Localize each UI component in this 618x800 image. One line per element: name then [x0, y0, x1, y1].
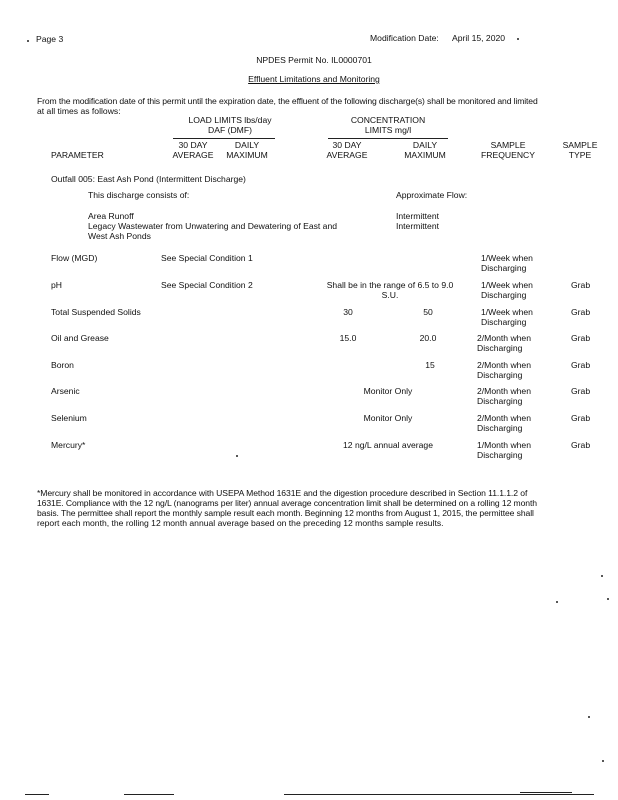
footer-rule: [284, 794, 594, 795]
concentration-note: 12 ng/L annual average: [343, 440, 433, 450]
sample-type: Grab: [571, 307, 591, 317]
sample-frequency: 1/Week when Discharging: [481, 253, 533, 273]
parameter-name: Flow (MGD): [51, 253, 98, 263]
footnote-line: 1631E. Compliance with the 12 ng/L (nanograms per liter) annual average concentration limit shall be determined on a rolling 12 month: [37, 498, 537, 508]
concentration-note: Shall be in the range of 6.5 to 9.0 S.U.: [326, 280, 454, 300]
load-30-day-header: 30 DAY AVERAGE: [172, 140, 214, 160]
sample-frequency: 1/Week when Discharging: [481, 307, 533, 327]
intro-line-2: at all times as follows:: [37, 106, 121, 116]
footer-rule: [520, 792, 572, 793]
sample-frequency: 1/Month when Discharging: [477, 440, 531, 460]
page-number: Page 3: [36, 34, 64, 44]
scan-speck: [517, 38, 519, 40]
sample-type: Grab: [571, 333, 591, 343]
scan-speck: [602, 760, 604, 762]
footnote-line: *Mercury shall be monitored in accordance with USEPA Method 1631E and the digestion procedure described in Section 11.1.1.2 of: [37, 488, 528, 498]
section-title: Effluent Limitations and Monitoring: [248, 74, 380, 84]
parameter-header: PARAMETER: [51, 150, 104, 160]
scan-speck: [556, 601, 558, 603]
sample-type: Grab: [571, 280, 591, 290]
intro-line-1: From the modification date of this permit until the expiration date, the effluent of the following discharge(s) shall be monitored and limited: [37, 96, 538, 106]
concentration-note: Monitor Only: [363, 413, 413, 423]
sample-frequency: 2/Month when Discharging: [477, 413, 531, 433]
sample-type: Grab: [571, 360, 591, 370]
concentration-note: Monitor Only: [363, 386, 413, 396]
modification-date-label: Modification Date:: [370, 33, 439, 43]
concentration-limits-header: CONCENTRATION LIMITS mg/l: [350, 115, 426, 135]
parameter-name: Mercury*: [51, 440, 86, 450]
conc-daily-value: 50: [423, 307, 433, 317]
sample-frequency-header: SAMPLE FREQUENCY: [481, 140, 535, 160]
scan-speck: [601, 575, 603, 577]
modification-date: April 15, 2020: [452, 33, 506, 43]
parameter-name: Boron: [51, 360, 74, 370]
conc-daily-value: 20.0: [419, 333, 437, 343]
load-note: See Special Condition 1: [161, 253, 253, 263]
source-flow: Intermittent: [396, 211, 439, 221]
scan-speck: [27, 40, 29, 42]
sample-frequency: 1/Week when Discharging: [481, 280, 533, 300]
parameter-name: Arsenic: [51, 386, 80, 396]
permit-number: NPDES Permit No. IL0000701: [256, 55, 372, 65]
load-daily-header: DAILY MAXIMUM: [226, 140, 268, 160]
sample-frequency: 2/Month when Discharging: [477, 333, 531, 353]
scan-speck: [236, 455, 238, 457]
scan-speck: [607, 598, 609, 600]
sample-type: Grab: [571, 413, 591, 423]
concentration-limits-rule: [328, 138, 448, 139]
discharge-consists-label: This discharge consists of:: [88, 190, 190, 200]
parameter-name: pH: [51, 280, 62, 290]
footnote-line: basis. The permittee shall report the monthly sample result each month. Beginning 12 months from August 1, 2015, the permittee shall: [37, 508, 534, 518]
sample-frequency: 2/Month when Discharging: [477, 386, 531, 406]
sample-frequency: 2/Month when Discharging: [477, 360, 531, 380]
sample-type: Grab: [571, 440, 591, 450]
sample-type: Grab: [571, 386, 591, 396]
parameter-name: Oil and Grease: [51, 333, 109, 343]
load-limits-header: LOAD LIMITS lbs/day DAF (DMF): [188, 115, 272, 135]
conc-daily-value: 15: [425, 360, 435, 370]
source-name: West Ash Ponds: [88, 231, 151, 241]
parameter-name: Total Suspended Solids: [51, 307, 141, 317]
approximate-flow-label: Approximate Flow:: [396, 190, 468, 200]
sample-type-header: SAMPLE TYPE: [562, 140, 598, 160]
footnote-line: report each month, the rolling 12 month annual average based on the preceding 12 months sample results.: [37, 518, 444, 528]
outfall-title: Outfall 005: East Ash Pond (Intermittent Discharge): [51, 174, 246, 184]
conc-30-day-value: 15.0: [339, 333, 357, 343]
footer-rule: [25, 794, 49, 795]
conc-30-day-header: 30 DAY AVERAGE: [326, 140, 368, 160]
conc-30-day-value: 30: [343, 307, 353, 317]
conc-daily-header: DAILY MAXIMUM: [404, 140, 446, 160]
load-note: See Special Condition 2: [161, 280, 253, 290]
load-limits-rule: [173, 138, 275, 139]
footer-rule: [124, 794, 174, 795]
source-name: Legacy Wastewater from Unwatering and Dewatering of East and: [88, 221, 338, 231]
scan-speck: [588, 716, 590, 718]
source-flow: Intermittent: [396, 221, 439, 231]
source-name: Area Runoff: [88, 211, 134, 221]
parameter-name: Selenium: [51, 413, 87, 423]
